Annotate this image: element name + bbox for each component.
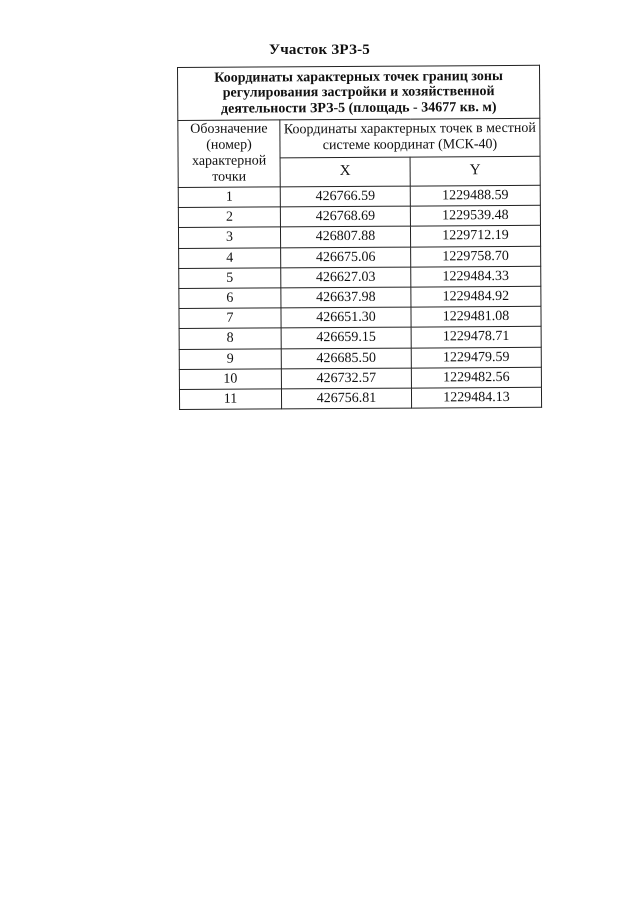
table-row [179,327,541,349]
y-coordinate-cell: 1229481.08 [411,306,541,327]
point-number-cell: 1 [178,187,280,208]
x-coordinate-cell: 426675.06 [281,247,411,268]
table-row [179,286,541,308]
x-coordinate-cell: 426651.30 [281,307,411,328]
x-coordinate-cell: 426732.57 [281,368,411,389]
table-row [178,205,540,227]
y-column-header: Y [410,156,540,186]
x-coordinate-cell: 426756.81 [281,388,411,409]
point-number-cell: 2 [178,207,280,228]
table-row [179,266,541,288]
x-coordinate-cell: 426685.50 [281,348,411,369]
point-number-cell: 5 [179,268,281,289]
x-coordinate-cell: 426766.59 [280,186,410,207]
y-coordinate-cell: 1229478.71 [411,327,541,348]
x-coordinate-cell: 426637.98 [281,287,411,308]
document-title: Участок ЗРЗ-5 [269,42,370,58]
table-row [179,387,541,409]
table-row [179,367,541,389]
point-number-cell: 4 [179,247,281,268]
point-number-cell: 8 [179,328,281,349]
table-row [179,246,541,268]
x-column-header: X [280,157,410,187]
y-coordinate-cell: 1229712.19 [410,226,540,247]
coordinates-group-header: Координаты характерных точек в местной системе координат (МСК-40) [280,118,540,157]
coordinates-table [177,65,542,410]
x-coordinate-cell: 426768.69 [280,206,410,227]
table-row [178,185,540,207]
x-coordinate-cell: 426659.15 [281,327,411,348]
y-coordinate-cell: 1229488.59 [410,185,540,206]
x-coordinate-cell: 426627.03 [281,267,411,288]
point-number-cell: 6 [179,288,281,309]
table-row [179,347,541,369]
table-row [178,226,540,248]
point-number-cell: 7 [179,308,281,329]
table-caption: Координаты характерных точек границ зоны регулирования застройки и хозяйственной деятельности ЗРЗ-5 (площадь - 34677 кв. м) [178,65,540,120]
y-coordinate-cell: 1229484.33 [411,266,541,287]
point-number-cell: 3 [178,227,280,248]
y-coordinate-cell: 1229758.70 [411,246,541,267]
point-column-header: Обозначение (номер) характерной точки [178,120,280,188]
point-number-cell: 10 [179,369,281,390]
point-number-cell: 9 [179,348,281,369]
point-number-cell: 11 [179,389,281,410]
y-coordinate-cell: 1229484.13 [411,387,541,408]
x-coordinate-cell: 426807.88 [280,226,410,247]
table-row [179,306,541,328]
y-coordinate-cell: 1229539.48 [410,205,540,226]
y-coordinate-cell: 1229479.59 [411,347,541,368]
y-coordinate-cell: 1229482.56 [411,367,541,388]
y-coordinate-cell: 1229484.92 [411,286,541,307]
